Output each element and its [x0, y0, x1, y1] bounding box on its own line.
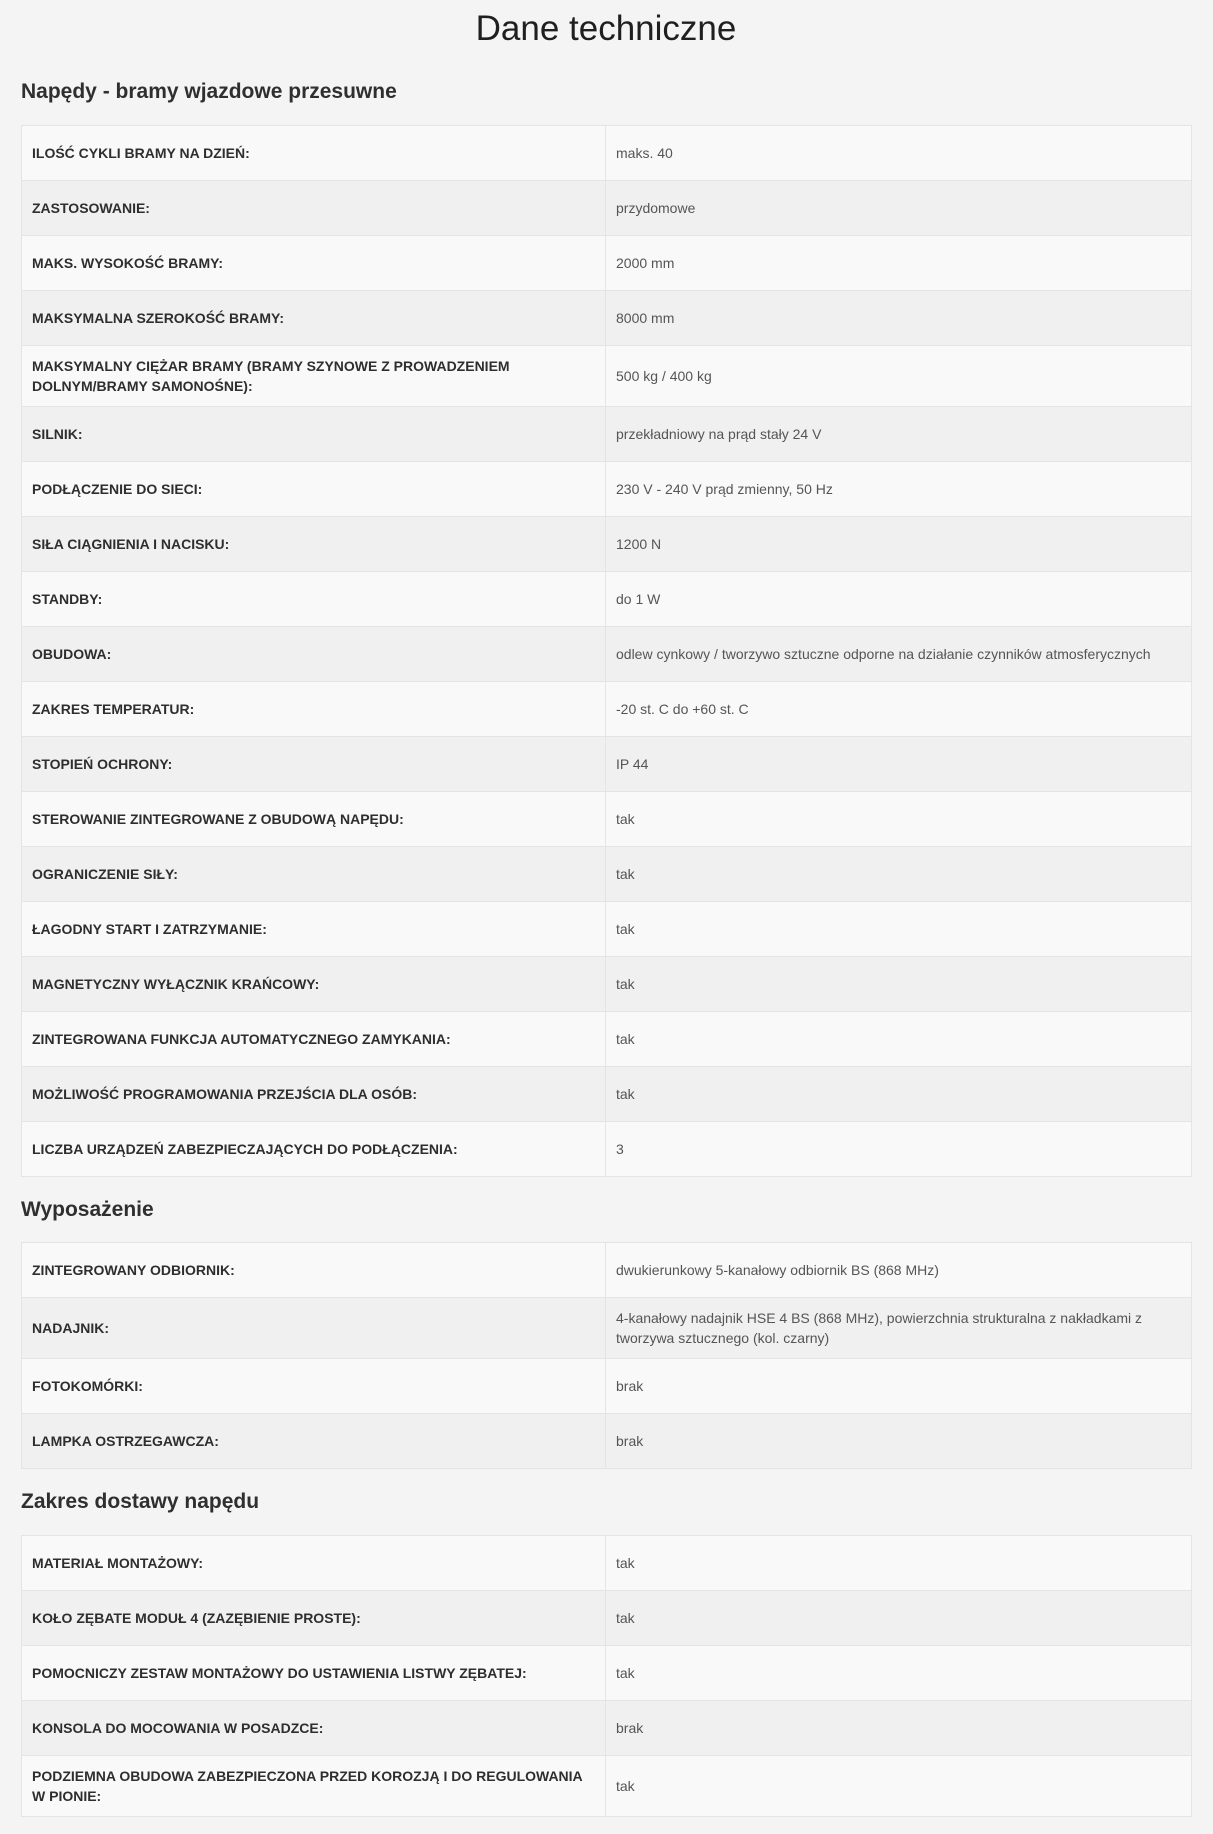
- section-sliding-gate-drives: [21, 58, 1191, 1177]
- spec-row: [22, 1701, 1192, 1756]
- spec-row: [22, 1414, 1192, 1469]
- section-title: Napędy - bramy wjazdowe przesuwne: [21, 80, 397, 103]
- spec-row: [22, 847, 1192, 902]
- spec-value: brak: [606, 1414, 1192, 1469]
- spec-label: ZASTOSOWANIE:: [22, 181, 606, 236]
- section-equipment: [21, 1177, 1191, 1469]
- spec-row: [22, 1122, 1192, 1177]
- spec-table: [21, 1242, 1192, 1469]
- spec-label: OBUDOWA:: [22, 627, 606, 682]
- spec-label: MAGNETYCZNY WYŁĄCZNIK KRAŃCOWY:: [22, 957, 606, 1012]
- spec-value: -20 st. C do +60 st. C: [606, 682, 1192, 737]
- spec-table: [21, 1535, 1192, 1817]
- spec-table: [21, 125, 1192, 1177]
- section-title: Wyposażenie: [21, 1198, 154, 1221]
- spec-label: MAKSYMALNA SZEROKOŚĆ BRAMY:: [22, 291, 606, 346]
- spec-row: [22, 1243, 1192, 1298]
- spec-row: [22, 682, 1192, 737]
- spec-row: [22, 572, 1192, 627]
- spec-row: [22, 957, 1192, 1012]
- spec-row: [22, 1298, 1192, 1359]
- spec-label: ZINTEGROWANY ODBIORNIK:: [22, 1243, 606, 1298]
- spec-label: FOTOKOMÓRKI:: [22, 1359, 606, 1414]
- section-delivery-scope: [21, 1469, 1191, 1817]
- spec-label: MAKS. WYSOKOŚĆ BRAMY:: [22, 236, 606, 291]
- spec-value: przydomowe: [606, 181, 1192, 236]
- spec-value: 4-kanałowy nadajnik HSE 4 BS (868 MHz), powierzchnia strukturalna z nakładkami z tworzywa sztucznego (kol. czarny): [606, 1298, 1192, 1359]
- spec-value: tak: [606, 1536, 1192, 1591]
- spec-value: tak: [606, 1067, 1192, 1122]
- section-title: Zakres dostawy napędu: [21, 1490, 260, 1513]
- spec-value: tak: [606, 847, 1192, 902]
- spec-row: [22, 1012, 1192, 1067]
- spec-label: ZINTEGROWANA FUNKCJA AUTOMATYCZNEGO ZAMYKANIA:: [22, 1012, 606, 1067]
- spec-row: [22, 126, 1192, 181]
- spec-label: SIŁA CIĄGNIENIA I NACISKU:: [22, 517, 606, 572]
- spec-value: tak: [606, 1591, 1192, 1646]
- spec-value: tak: [606, 792, 1192, 847]
- spec-label: KONSOLA DO MOCOWANIA W POSADZCE:: [22, 1701, 606, 1756]
- spec-row: [22, 346, 1192, 407]
- spec-label: STEROWANIE ZINTEGROWANE Z OBUDOWĄ NAPĘDU:: [22, 792, 606, 847]
- spec-row: [22, 1646, 1192, 1701]
- spec-label: STANDBY:: [22, 572, 606, 627]
- spec-value: tak: [606, 1012, 1192, 1067]
- spec-value: 8000 mm: [606, 291, 1192, 346]
- spec-label: KOŁO ZĘBATE MODUŁ 4 (ZAZĘBIENIE PROSTE):: [22, 1591, 606, 1646]
- spec-label: ŁAGODNY START I ZATRZYMANIE:: [22, 902, 606, 957]
- spec-value: tak: [606, 1646, 1192, 1701]
- spec-row: [22, 1359, 1192, 1414]
- spec-value: brak: [606, 1359, 1192, 1414]
- spec-value: brak: [606, 1701, 1192, 1756]
- spec-value: 500 kg / 400 kg: [606, 346, 1192, 407]
- spec-row: [22, 627, 1192, 682]
- spec-label: SILNIK:: [22, 407, 606, 462]
- spec-label: OGRANICZENIE SIŁY:: [22, 847, 606, 902]
- spec-label: MATERIAŁ MONTAŻOWY:: [22, 1536, 606, 1591]
- spec-value: 3: [606, 1122, 1192, 1177]
- spec-value: 230 V - 240 V prąd zmienny, 50 Hz: [606, 462, 1192, 517]
- spec-value: odlew cynkowy / tworzywo sztuczne odporne na działanie czynników atmosferycznych: [606, 627, 1192, 682]
- spec-value: 2000 mm: [606, 236, 1192, 291]
- spec-label: ILOŚĆ CYKLI BRAMY NA DZIEŃ:: [22, 126, 606, 181]
- spec-label: PODŁĄCZENIE DO SIECI:: [22, 462, 606, 517]
- spec-value: do 1 W: [606, 572, 1192, 627]
- spec-row: [22, 737, 1192, 792]
- spec-label: PODZIEMNA OBUDOWA ZABEZPIECZONA PRZED KOROZJĄ I DO REGULOWANIA W PIONIE:: [22, 1756, 606, 1817]
- spec-row: [22, 1591, 1192, 1646]
- spec-value: dwukierunkowy 5-kanałowy odbiornik BS (868 MHz): [606, 1243, 1192, 1298]
- spec-row: [22, 181, 1192, 236]
- spec-row: [22, 236, 1192, 291]
- spec-label: LICZBA URZĄDZEŃ ZABEZPIECZAJĄCYCH DO PODŁĄCZENIA:: [22, 1122, 606, 1177]
- spec-label: ZAKRES TEMPERATUR:: [22, 682, 606, 737]
- spec-row: [22, 407, 1192, 462]
- spec-row: [22, 1067, 1192, 1122]
- spec-value: tak: [606, 902, 1192, 957]
- spec-value: IP 44: [606, 737, 1192, 792]
- spec-label: MAKSYMALNY CIĘŻAR BRAMY (BRAMY SZYNOWE Z PROWADZENIEM DOLNYM/BRAMY SAMONOŚNE):: [22, 346, 606, 407]
- spec-label: POMOCNICZY ZESTAW MONTAŻOWY DO USTAWIENIA LISTWY ZĘBATEJ:: [22, 1646, 606, 1701]
- spec-value: tak: [606, 1756, 1192, 1817]
- spec-row: [22, 291, 1192, 346]
- spec-label: MOŻLIWOŚĆ PROGRAMOWANIA PRZEJŚCIA DLA OSÓB:: [22, 1067, 606, 1122]
- spec-label: NADAJNIK:: [22, 1298, 606, 1359]
- spec-row: [22, 1536, 1192, 1591]
- spec-row: [22, 902, 1192, 957]
- spec-value: 1200 N: [606, 517, 1192, 572]
- spec-label: LAMPKA OSTRZEGAWCZA:: [22, 1414, 606, 1469]
- spec-row: [22, 517, 1192, 572]
- spec-row: [22, 1756, 1192, 1817]
- spec-row: [22, 462, 1192, 517]
- spec-value: przekładniowy na prąd stały 24 V: [606, 407, 1192, 462]
- spec-value: tak: [606, 957, 1192, 1012]
- page-title: Dane techniczne: [475, 9, 737, 48]
- spec-label: STOPIEŃ OCHRONY:: [22, 737, 606, 792]
- spec-row: [22, 792, 1192, 847]
- spec-value: maks. 40: [606, 126, 1192, 181]
